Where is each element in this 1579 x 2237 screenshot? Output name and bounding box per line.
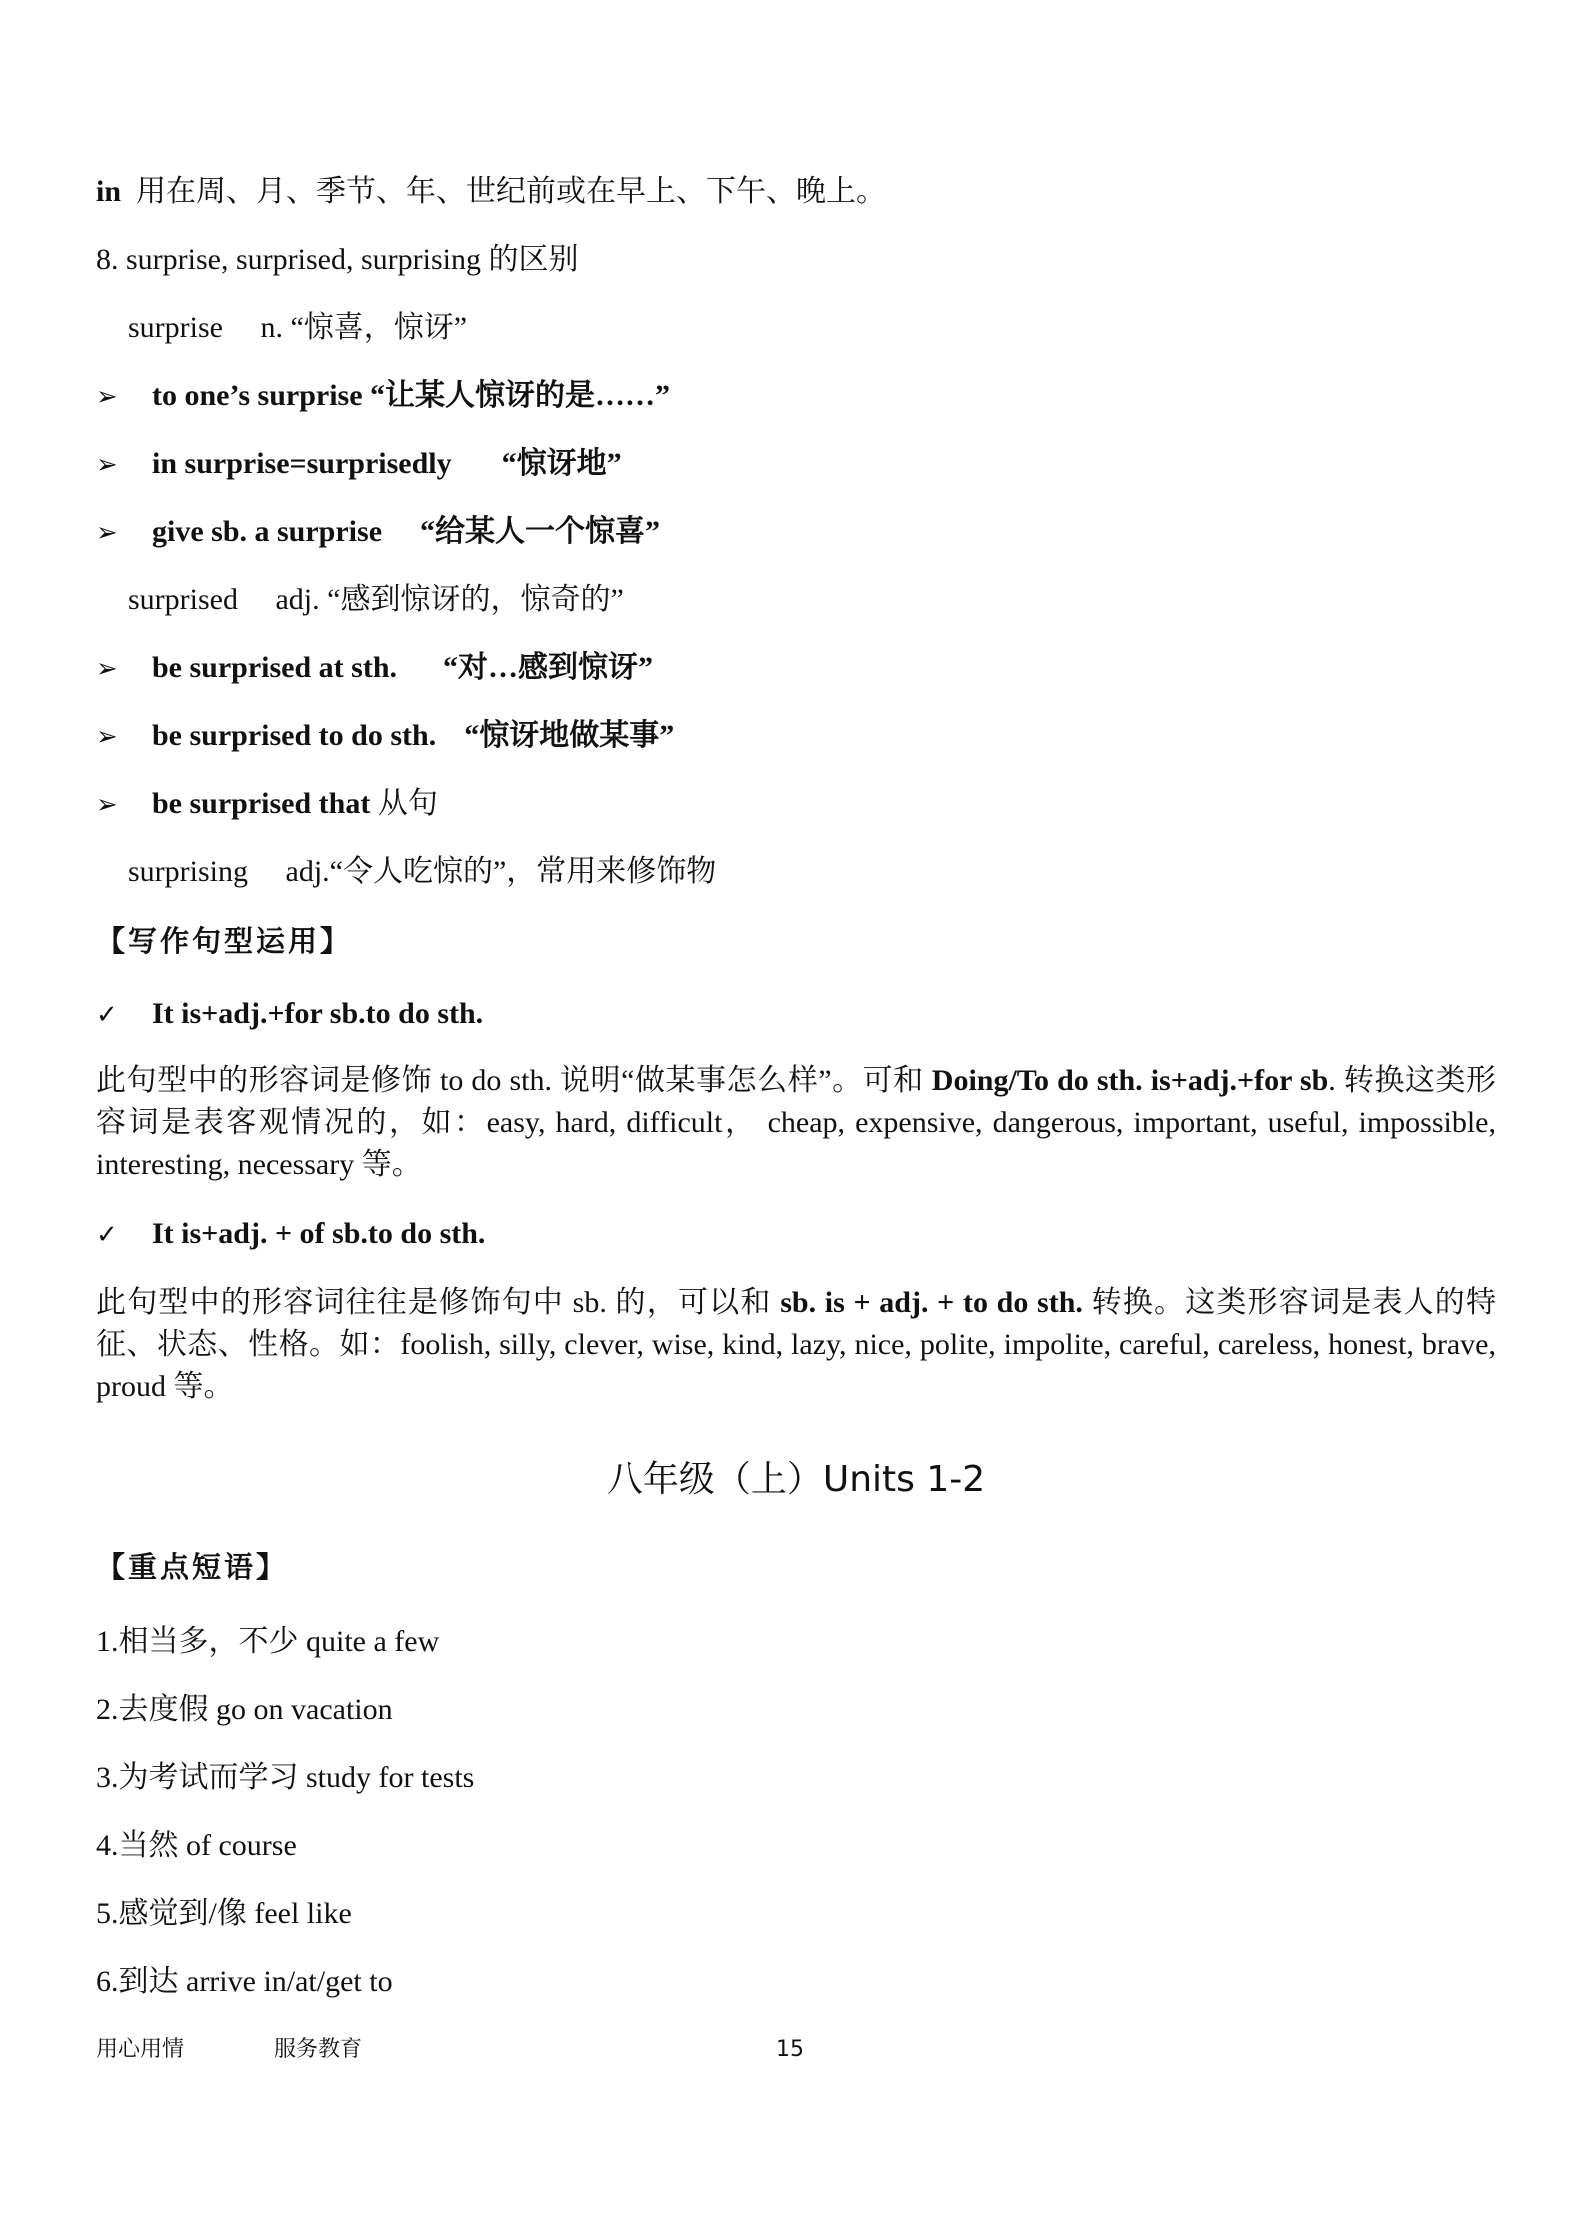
sentence-pattern: It is+adj. + of sb.to do sth. [152,1217,486,1250]
word-surprised: surprised [128,583,238,616]
list-item: 4.当然 of course [96,1829,297,1862]
surprise-def: n. “惊喜，惊讶” [260,311,468,344]
para-pattern: Doing/To do sth. is+adj.+for sb [931,1064,1329,1097]
list-item: 1.相当多，不少 quite a few [96,1625,440,1658]
bullet-phrase: in surprise=surprisedly [152,447,452,480]
page-number: 15 [776,2037,804,2062]
footer-slogan-1: 用心用情 [96,2037,185,2062]
bullet-give-surprise [96,512,660,553]
arrow-bullet-icon: ➢ [96,450,118,480]
list-item: 3.为考试而学习 study for tests [96,1761,475,1794]
paragraph-for-sb [96,1060,1496,1186]
list-item: 6.到达 arrive in/at/get to [96,1965,393,1998]
word-surprise: surprise [128,311,223,344]
check-item-for-sb [96,994,483,1035]
document-page [96,0,1496,2237]
para-text: . 转换这类形容词是表客观情况的，如：easy, hard, difficult， cheap, expensive, dangerous, important, useful, impossible, interesting, necessary 等。 [96,1064,1497,1181]
arrow-bullet-icon: ➢ [96,790,118,820]
bullet-surprised-to-do [96,716,674,757]
surprising-def: adj.“令人吃惊的”，常用来修饰物 [285,855,717,888]
item-8-heading: 8. surprise, surprised, surprising 的区别 [96,243,579,276]
arrow-bullet-icon: ➢ [96,382,118,412]
bullet-phrase: be surprised that [152,787,371,820]
key-phrases-heading: 【重点短语】 [96,1552,289,1584]
keyword-in: in [96,175,122,208]
surprising-definition [128,852,716,892]
bullet-meaning: 从句 [377,787,438,820]
paragraph-of-sb [96,1282,1496,1408]
bullet-meaning: “惊讶地做某事” [464,719,675,752]
bullet-meaning: “对…感到惊讶” [443,651,654,684]
para-text: 此句型中的形容词是修饰 to do sth. 说明“做某事怎么样”。可和 [96,1064,932,1097]
bullet-meaning: “惊讶地” [501,447,622,480]
arrow-bullet-icon: ➢ [96,722,118,752]
bullet-phrase: give sb. a surprise [152,515,383,548]
check-mark-icon: ✓ [96,1220,118,1250]
bullet-surprised-at [96,648,653,689]
bullet-phrase: be surprised to do sth. [152,719,437,752]
list-item: 5.感觉到/像 feel like [96,1897,352,1930]
surprised-def: adj. “感到惊讶的，惊奇的” [275,583,624,616]
para-pattern: sb. is + adj. + to do sth. [780,1286,1083,1319]
bullet-meaning: “给某人一个惊喜” [420,515,661,548]
surprised-definition [128,580,624,620]
check-mark-icon: ✓ [96,1000,118,1030]
arrow-bullet-icon: ➢ [96,518,118,548]
bullet-text: to one’s surprise “让某人惊讶的是……” [152,379,671,412]
list-item: 2.去度假 go on vacation [96,1693,393,1726]
footer-slogan-2: 服务教育 [274,2037,363,2062]
sentence-pattern: It is+adj.+for sb.to do sth. [152,997,484,1030]
line-in-usage [96,172,886,212]
in-usage-text: 用在周、月、季节、年、世纪前或在早上、下午、晚上。 [136,175,887,208]
unit-title: 八年级（上）Units 1-2 [606,1459,986,1500]
surprise-definition [128,308,467,348]
check-item-of-sb [96,1214,485,1255]
para-text: 此句型中的形容词往往是修饰句中 sb. 的，可以和 [96,1286,781,1319]
bullet-surprised-that [96,784,438,825]
bullet-in-surprise [96,444,622,485]
bullet-to-ones-surprise [96,376,670,417]
para-text: 转换。这类形容词是表人的特征、状态、性格。如：foolish, silly, clever, wise, kind, lazy, nice, polite, impolite, careful, careless, honest, brave, proud 等。 [96,1286,1496,1403]
arrow-bullet-icon: ➢ [96,654,118,684]
bullet-phrase: be surprised at sth. [152,651,398,684]
writing-section-heading: 【写作句型运用】 [96,926,353,958]
word-surprising: surprising [128,855,248,888]
